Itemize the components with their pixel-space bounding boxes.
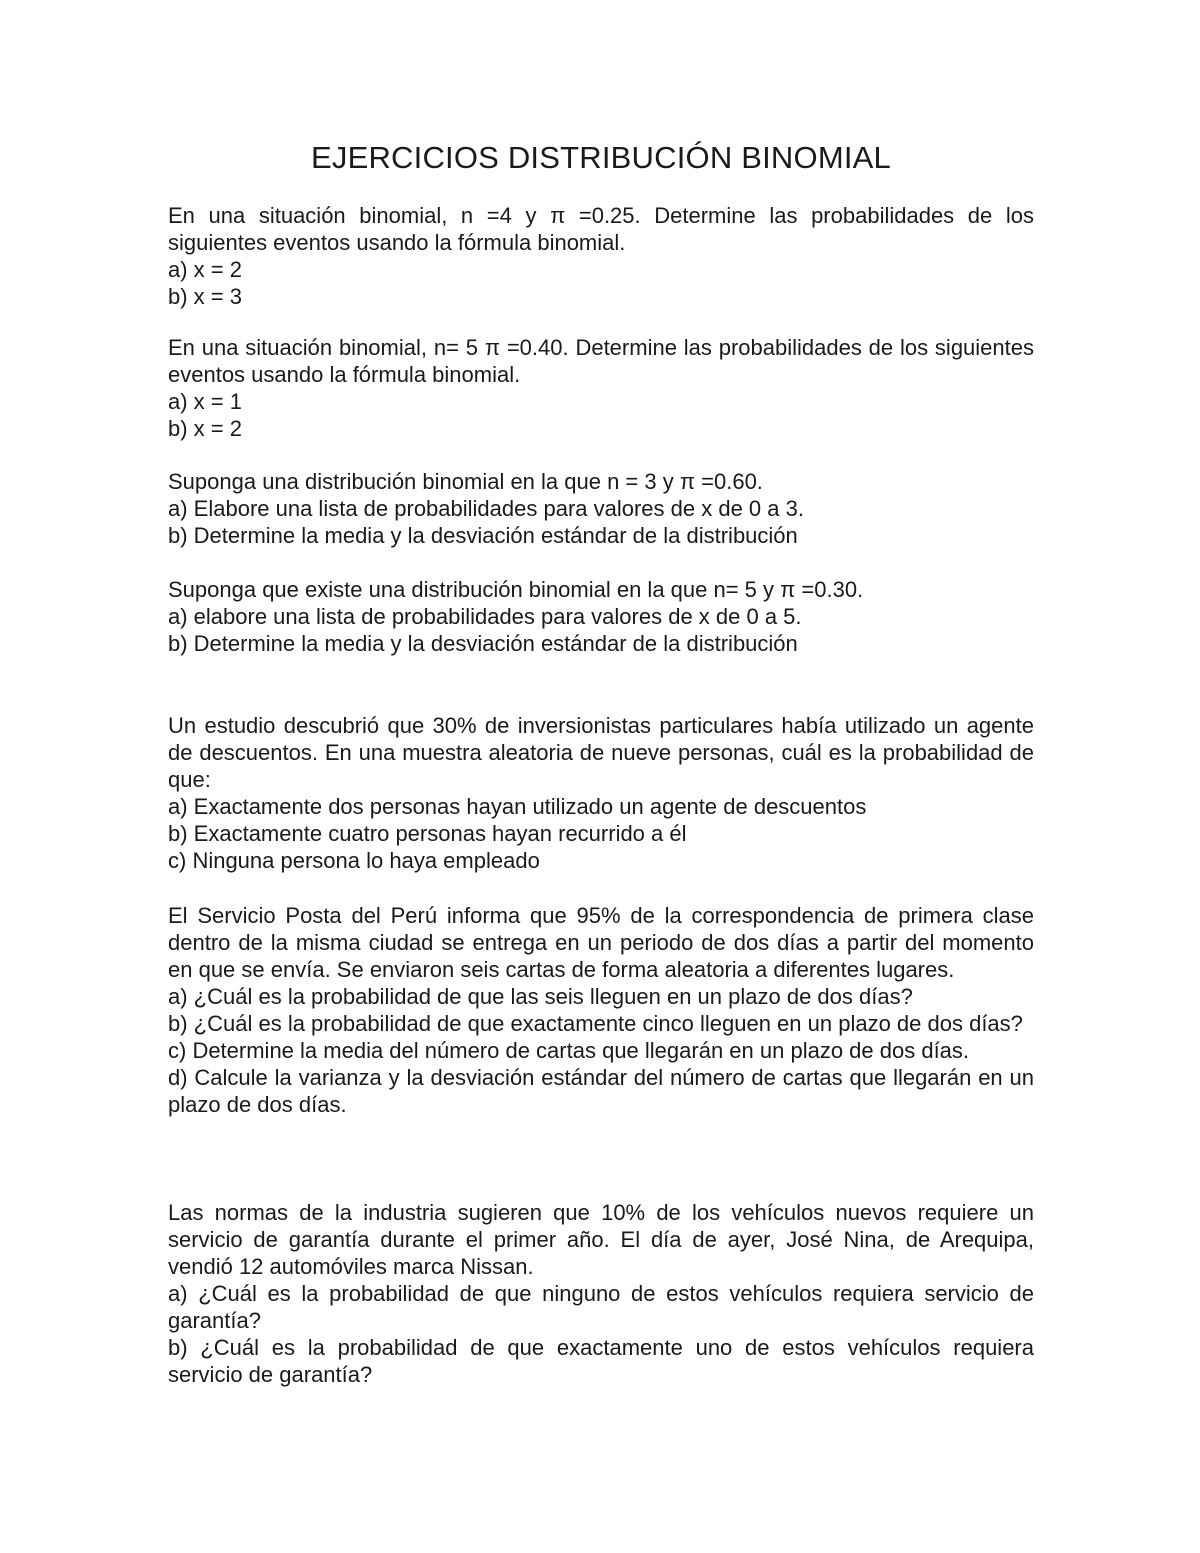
exercise-item: b) ¿Cuál es la probabilidad de que exactamente cinco lleguen en un plazo de dos días? bbox=[168, 1011, 1023, 1036]
exercise-1 bbox=[168, 202, 1034, 310]
exercise-item: a) Exactamente dos personas hayan utilizado un agente de descuentos bbox=[168, 794, 867, 819]
exercise-item: a) x = 2 bbox=[168, 257, 242, 282]
exercise-item: a) x = 1 bbox=[168, 389, 242, 414]
exercise-item: b) x = 3 bbox=[168, 284, 242, 309]
exercise-item: b) Determine la media y la desviación estándar de la distribución bbox=[168, 523, 798, 548]
exercise-statement: Un estudio descubrió que 30% de inversionistas particulares había utilizado un agente de descuentos. En una muestra aleatoria de nueve personas, cuál es la probabilidad de que: bbox=[168, 713, 1034, 792]
exercise-statement: Las normas de la industria sugieren que 10% de los vehículos nuevos requiere un servicio de garantía durante el primer año. El día de ayer, José Nina, de Arequipa, vendió 12 automóviles marca Nissan. bbox=[168, 1200, 1034, 1279]
exercise-statement: Suponga una distribución binomial en la que n = 3 y π =0.60. bbox=[168, 469, 763, 494]
exercise-statement: Suponga que existe una distribución binomial en la que n= 5 y π =0.30. bbox=[168, 577, 864, 602]
exercise-item: b) Determine la media y la desviación estándar de la distribución bbox=[168, 631, 798, 656]
exercise-6 bbox=[168, 902, 1034, 1118]
exercise-item: a) elabore una lista de probabilidades para valores de x de 0 a 5. bbox=[168, 604, 802, 629]
document-title: EJERCICIOS DISTRIBUCIÓN BINOMIAL bbox=[311, 140, 891, 175]
exercise-5 bbox=[168, 712, 1034, 874]
exercise-item: a) Elabore una lista de probabilidades para valores de x de 0 a 3. bbox=[168, 496, 804, 521]
exercise-statement: En una situación binomial, n= 5 π =0.40. Determine las probabilidades de los siguientes eventos usando la fórmula binomial. bbox=[168, 335, 1034, 387]
exercise-3 bbox=[168, 468, 1034, 549]
exercise-item: c) Determine la media del número de cartas que llegarán en un plazo de dos días. bbox=[168, 1038, 970, 1063]
exercise-item: a) ¿Cuál es la probabilidad de que ninguno de estos vehículos requiera servicio de garantía? bbox=[168, 1281, 1034, 1333]
exercise-item: b) Exactamente cuatro personas hayan recurrido a él bbox=[168, 821, 687, 846]
exercise-item: c) Ninguna persona lo haya empleado bbox=[168, 848, 540, 873]
exercise-item: a) ¿Cuál es la probabilidad de que las seis lleguen en un plazo de dos días? bbox=[168, 984, 913, 1009]
exercise-item: b) ¿Cuál es la probabilidad de que exactamente uno de estos vehículos requiera servicio de garantía? bbox=[168, 1335, 1034, 1387]
exercise-item: d) Calcule la varianza y la desviación estándar del número de cartas que llegarán en un plazo de dos días. bbox=[168, 1065, 1034, 1117]
exercise-statement: En una situación binomial, n =4 y π =0.25. Determine las probabilidades de los siguientes eventos usando la fórmula binomial. bbox=[168, 203, 1034, 255]
exercise-statement: El Servicio Posta del Perú informa que 95% de la correspondencia de primera clase dentro de la misma ciudad se entrega en un periodo de dos días a partir del momento en que se envía. Se enviaron seis cartas de forma aleatoria a diferentes lugares. bbox=[168, 903, 1034, 982]
exercise-7 bbox=[168, 1199, 1034, 1388]
exercise-2 bbox=[168, 334, 1034, 442]
exercise-4 bbox=[168, 576, 1034, 657]
exercise-item: b) x = 2 bbox=[168, 416, 242, 441]
